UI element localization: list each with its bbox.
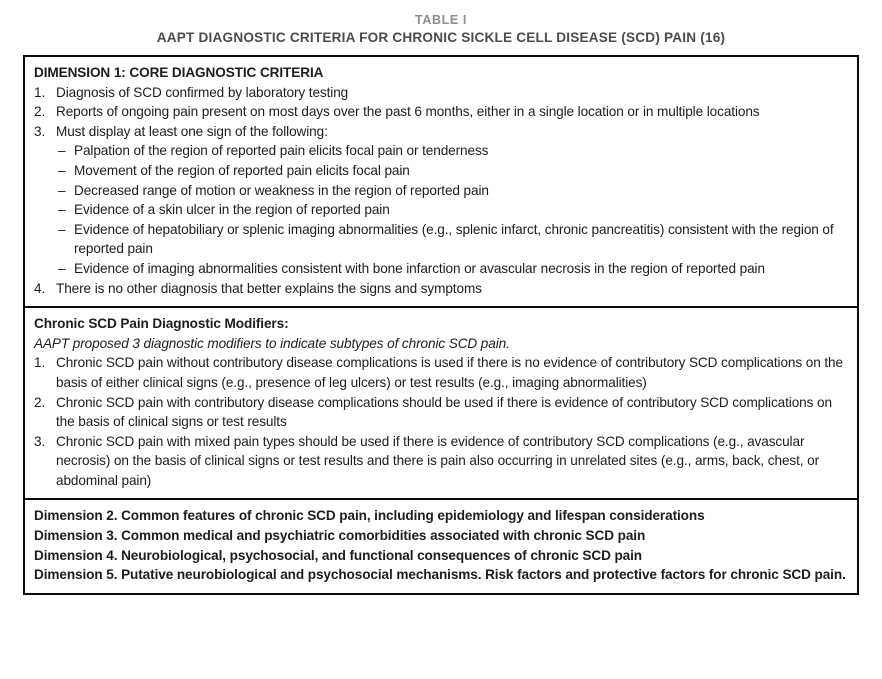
dash-bullet-icon: – — [58, 260, 66, 276]
dash-bullet-icon: – — [58, 202, 66, 218]
item-text: Decreased range of motion or weakness in the region of reported pain — [74, 182, 489, 198]
item-text: Chronic SCD pain with mixed pain types should be used if there is evidence of contributory SCD complications (e.g., avascular necrosis) on the basis of clinical signs or test results and there is pain also occurring in unrelated sites (e.g., arms, back, chest, or abdominal pain) — [56, 433, 820, 488]
sub-list-item — [34, 200, 847, 220]
sub-list-item — [34, 141, 847, 161]
item-text: There is no other diagnosis that better explains the signs and symptoms — [56, 280, 482, 296]
sub-list-item — [34, 161, 847, 181]
section1-heading: DIMENSION 1: CORE DIAGNOSTIC CRITERIA — [34, 65, 324, 80]
list-item — [34, 122, 847, 142]
dimension-line: Dimension 2. Common features of chronic SCD pain, including epidemiology and lifespan considerations — [34, 508, 705, 524]
item-number: 1. — [34, 355, 46, 371]
item-text: Movement of the region of reported pain elicits focal pain — [74, 162, 410, 178]
table-label: TABLE I — [415, 13, 467, 27]
item-text: Must display at least one sign of the following: — [56, 123, 328, 139]
section2-heading: Chronic SCD Pain Diagnostic Modifiers: — [34, 316, 289, 332]
item-number: 2. — [34, 394, 46, 410]
table-box — [23, 55, 859, 595]
list-item — [34, 279, 847, 299]
sub-list-item — [34, 259, 847, 279]
item-text: Chronic SCD pain with contributory disease complications should be used if there is evidence of contributory SCD complications on the basis of clinical signs or test results — [56, 394, 832, 430]
list-item — [34, 432, 847, 491]
dimension-line: Dimension 5. Putative neurobiological and psychosocial mechanisms. Risk factors and protective factors for chronic SCD pain. — [34, 567, 846, 583]
sub-list-item — [34, 220, 847, 259]
item-number: 1. — [34, 84, 46, 100]
table-title: AAPT DIAGNOSTIC CRITERIA FOR CHRONIC SICKLE CELL DISEASE (SCD) PAIN (16) — [156, 30, 726, 45]
item-number: 4. — [34, 280, 46, 296]
dimension-line: Dimension 3. Common medical and psychiatric comorbidities associated with chronic SCD pain — [34, 528, 646, 544]
item-text: Evidence of hepatobiliary or splenic imaging abnormalities (e.g., splenic infarct, chronic pancreatitis) consistent with the region of reported pain — [74, 221, 834, 257]
item-text: Evidence of imaging abnormalities consistent with bone infarction or avascular necrosis in the region of reported pain — [74, 260, 765, 276]
section2-subheading: AAPT proposed 3 diagnostic modifiers to indicate subtypes of chronic SCD pain. — [34, 335, 510, 351]
item-number: 3. — [34, 433, 46, 449]
item-text: Palpation of the region of reported pain elicits focal pain or tenderness — [74, 143, 489, 159]
section-core-criteria — [25, 57, 857, 306]
item-text: Evidence of a skin ulcer in the region of reported pain — [74, 202, 390, 218]
item-number: 3. — [34, 123, 46, 139]
sub-list-item — [34, 181, 847, 201]
section-other-dimensions — [25, 498, 857, 592]
list-item — [34, 353, 847, 392]
list-item — [34, 393, 847, 432]
dash-bullet-icon: – — [58, 182, 66, 198]
list-item — [34, 102, 847, 122]
dash-bullet-icon: – — [58, 162, 66, 178]
dimension-line: Dimension 4. Neurobiological, psychosocial, and functional consequences of chronic SCD pain — [34, 547, 643, 563]
section-diagnostic-modifiers — [25, 306, 857, 498]
item-text: Chronic SCD pain without contributory disease complications is used if there is no evidence of contributory SCD complications on the basis of either clinical signs (e.g., presence of leg ulcers) or test results (e.g., imaging abnormalities) — [56, 355, 843, 390]
item-text: Reports of ongoing pain present on most days over the past 6 months, either in a single location or in multiple locations — [56, 104, 760, 120]
list-item — [34, 83, 847, 103]
item-number: 2. — [34, 104, 46, 120]
dash-bullet-icon: – — [58, 221, 66, 237]
table-caption — [23, 13, 859, 45]
item-text: Diagnosis of SCD confirmed by laboratory testing — [56, 84, 349, 100]
dash-bullet-icon: – — [58, 143, 66, 159]
